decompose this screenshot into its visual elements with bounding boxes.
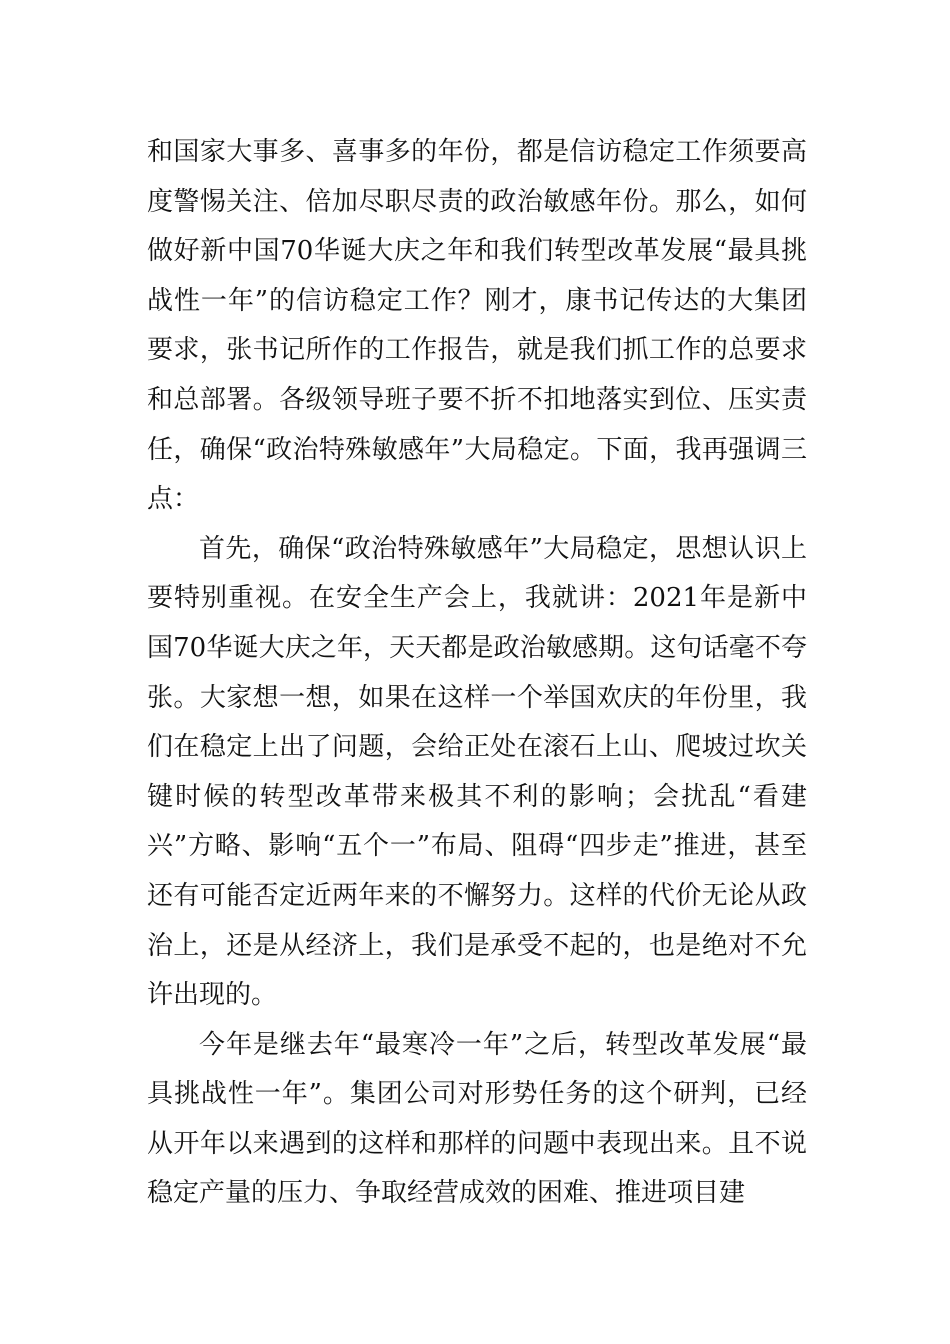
paragraph-continuation: 和国家大事多、喜事多的年份，都是信访稳定工作须要高度警惕关注、倍加尽职尽责的政治敏感年份。那么，如何做好新中国70华诞大庆之年和我们转型改革发展“最具挑战性一年”的信访稳定工作？刚才，康书记传达的大集团要求，张书记所作的工作报告，就是我们抓工作的总要求和总部署。各级领导班子要不折不扣地落实到位、压实责任，确保“政治特殊敏感年”大局稳定。下面，我再强调三点：	[147, 137, 807, 515]
paragraph-first-point: 首先，确保“政治特殊敏感年”大局稳定，思想认识上要特别重视。在安全生产会上，我就讲：2021年是新中国70华诞大庆之年，天天都是政治敏感期。这句话毫不夸张。大家想一想，如果在这样一个举国欢庆的年份里，我们在稳定上出了问题，会给正处在滚石上山、爬坡过坎关键时候的转型改革带来极其不利的影响；会扰乱“看建兴”方略、影响“五个一”布局、阻碍“四步走”推进，甚至还有可能否定近两年来的不懈努力。这样的代价无论从政治上，还是从经济上，我们是承受不起的，也是绝对不允许出现的。	[147, 533, 807, 1011]
document-body	[147, 128, 807, 1219]
paragraph-this-year: 今年是继去年“最寒冷一年”之后，转型改革发展“最具挑战性一年”。集团公司对形势任务的这个研判，已经从开年以来遇到的这样和那样的问题中表现出来。且不说稳定产量的压力、争取经营成效的困难、推进项目建	[147, 1029, 807, 1209]
